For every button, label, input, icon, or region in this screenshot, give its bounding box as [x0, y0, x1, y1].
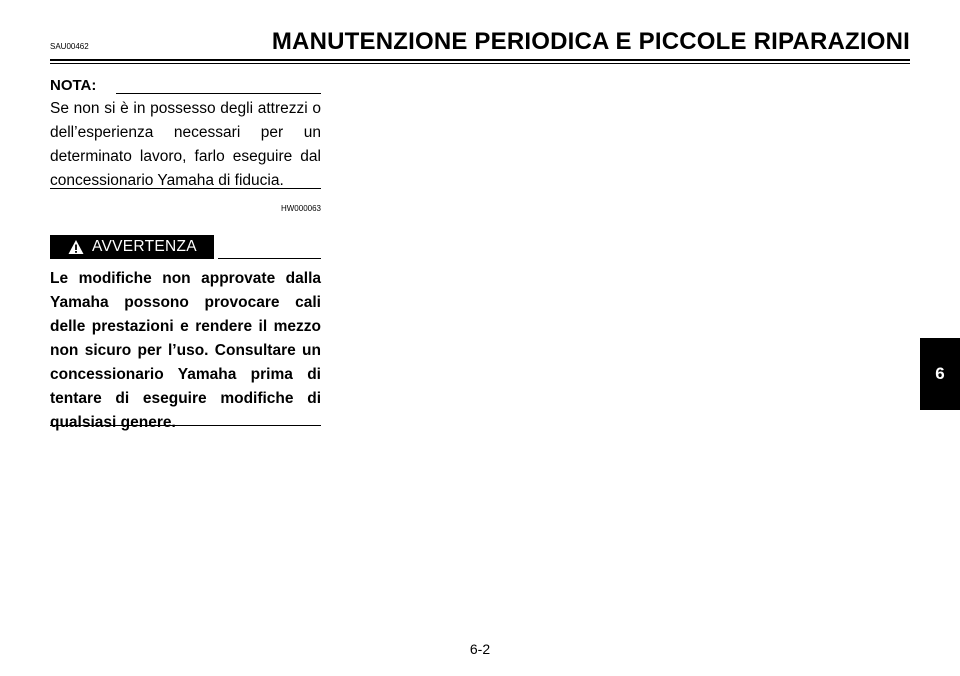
warning-banner	[50, 235, 214, 259]
warning-code: HW000063	[280, 204, 321, 213]
nota-end-divider	[50, 188, 321, 189]
warning-label: AVVERTENZA	[92, 238, 197, 255]
section-code: SAU00462	[50, 42, 89, 51]
chapter-tab: 6	[920, 338, 960, 410]
page-number: 6-2	[469, 641, 491, 657]
warning-heading-rule	[218, 258, 321, 259]
page-title: MANUTENZIONE PERIODICA E PICCOLE RIPARAZIONI	[271, 28, 910, 55]
nota-text: Se non si è in possesso degli attrezzi o dell’esperienza necessari per un determinato lavoro, farlo eseguire dal concessionario Yamaha di fiducia.	[50, 100, 321, 189]
nota-heading: NOTA:	[50, 77, 97, 94]
nota-heading-rule	[116, 93, 321, 94]
warning-text: Le modifiche non approvate dalla Yamaha possono provocare cali delle prestazioni e rendere il mezzo non sicuro per l’uso. Consultare un concessionario Yamaha prima di tentare di eseguire modifiche di qualsiasi genere.	[50, 270, 321, 431]
header-divider	[50, 59, 910, 64]
warning-triangle-icon	[68, 239, 84, 255]
warning-end-divider	[50, 425, 321, 426]
